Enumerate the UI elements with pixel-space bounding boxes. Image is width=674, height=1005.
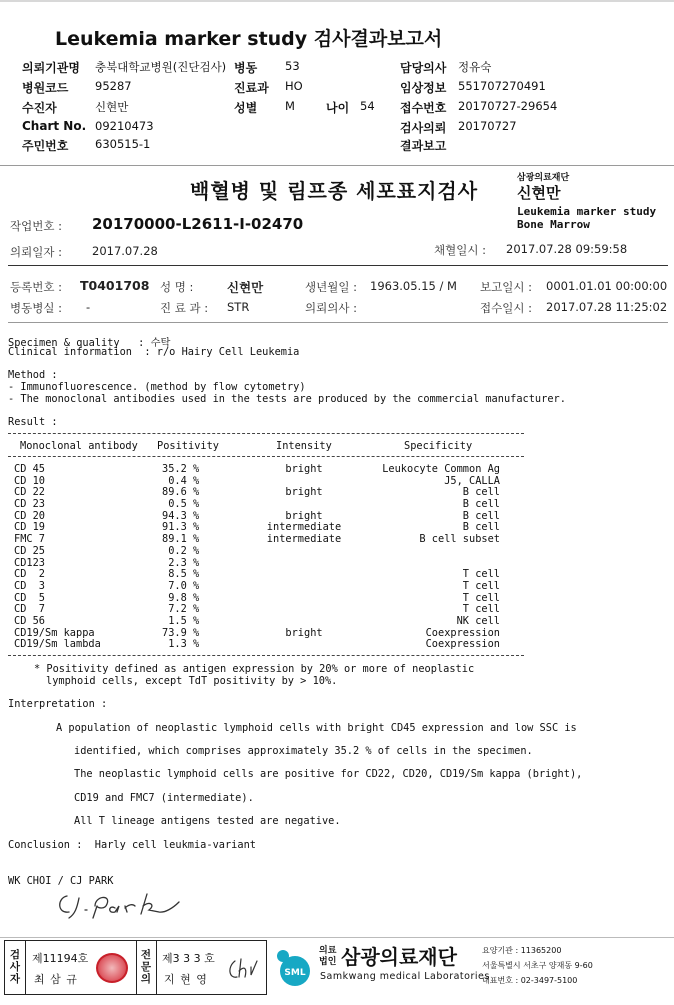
intensity-cell: [262, 546, 346, 558]
header-divider: [0, 165, 674, 166]
clinical-line: Clinical information : r/o Hairy Cell Leukemia: [8, 346, 300, 358]
result-title: Result :: [8, 416, 58, 428]
positivity-cell: 9.8 %: [162, 591, 200, 604]
physician-signature: [55, 888, 185, 920]
specialist-label: 전문의: [140, 949, 152, 985]
antibody-cell: CD 2: [14, 568, 45, 581]
org-small-label: 삼광의료재단: [517, 173, 570, 183]
name-label: 성 명 :: [160, 280, 194, 294]
field-label-result-report: 결과보고: [400, 139, 447, 153]
intensity-cell: [262, 581, 346, 593]
col-header-specificity: Specificity: [404, 440, 473, 452]
field-value-doctor: 정유숙: [458, 60, 492, 74]
field-label-sex: 성별: [234, 101, 258, 115]
field-label-patient: 수진자: [22, 101, 57, 115]
field-value-patient: 신현만: [95, 100, 129, 114]
field-label-department: 진료과: [234, 81, 269, 95]
signers-line: WK CHOI / CJ PARK: [8, 875, 114, 887]
antibody-cell: CD 25: [14, 544, 45, 557]
collect-value: 2017.07.28 09:59:58: [506, 242, 628, 256]
footnote-line-2: lymphoid cells, except TdT positivity by > 10%.: [46, 675, 338, 687]
method-title: Method :: [8, 369, 58, 381]
specialist-name: 지 현 영: [164, 973, 208, 986]
field-value-receipt-no: 20170727-29654: [458, 99, 558, 113]
field-label-ward: 병동: [234, 61, 258, 75]
antibody-cell: CD 56: [14, 614, 45, 627]
positivity-cell: 94.3 %: [162, 509, 200, 522]
reg-no-value: T0401708: [80, 278, 150, 293]
field-label-hospital-code: 병원코드: [22, 81, 69, 95]
table-rule-header: [8, 456, 524, 457]
lab-logo: [273, 941, 623, 995]
interpretation-line-2: identified, which comprises approximately 35.2 % of cells in the specimen.: [74, 745, 533, 757]
field-value-chart-no: 09210473: [95, 119, 154, 133]
work-no-value: 20170000-L2611-I-02470: [92, 215, 304, 233]
intensity-cell: bright: [285, 486, 323, 499]
positivity-cell: 8.5 %: [162, 568, 200, 581]
positivity-cell: 73.9 %: [162, 626, 200, 639]
col-header-antibody: Monoclonal antibody: [20, 440, 138, 452]
col-header-intensity: Intensity: [276, 440, 332, 452]
dob-value: 1963.05.15 / M: [370, 279, 457, 293]
antibody-cell: FMC 7: [14, 533, 45, 546]
logo-kind-2: 법인: [319, 957, 337, 967]
specimen-line: Specimen & quality : 수탁: [8, 337, 171, 349]
antibody-cell: CD 3: [14, 579, 45, 592]
specificity-cell: B cell subset: [419, 533, 500, 546]
receipt-time-label: 접수일시 :: [480, 301, 532, 315]
method-line-2: - The monoclonal antibodies used in the tests are produced by the commercial manufacturer.: [8, 393, 566, 405]
intensity-cell: [262, 569, 346, 581]
field-label-test-request: 검사의뢰: [400, 121, 447, 135]
positivity-cell: 1.5 %: [162, 614, 200, 627]
form-divider-top: [8, 265, 668, 266]
form-divider-bottom: [8, 322, 668, 323]
box-separator: [136, 941, 137, 994]
table-rule-top: [8, 433, 524, 434]
antibody-cell: CD 22: [14, 486, 45, 499]
intensity-cell: [262, 604, 346, 616]
name-value: 신현만: [227, 280, 264, 295]
field-value-hospital-code: 95287: [95, 79, 132, 93]
report-time-value: 0001.01.01 00:00:00: [546, 279, 668, 293]
logo-name: 삼광의료재단: [341, 945, 457, 969]
footnote-line-1: * Positivity defined as antigen expression by 20% or more of neoplastic: [34, 663, 475, 675]
table-rule-bottom: [8, 655, 524, 656]
logo-english-name: Samkwang medical Laboratories: [320, 971, 490, 982]
specificity-cell: T cell: [462, 568, 500, 581]
field-value-age: 54: [360, 99, 375, 113]
intensity-cell: [262, 616, 346, 628]
sml-logo-icon: [273, 947, 313, 987]
positivity-cell: 1.3 %: [162, 638, 200, 651]
intensity-cell: bright: [285, 626, 323, 639]
antibody-cell: CD 23: [14, 498, 45, 511]
intensity-cell: [262, 499, 346, 511]
positivity-cell: 2.3 %: [162, 556, 200, 569]
specificity-cell: Coexpression: [425, 626, 500, 639]
antibody-cell: CD 20: [14, 509, 45, 522]
field-value-sex: M: [285, 99, 295, 113]
lab-address: 서울특별시 서초구 양재동 9-60: [482, 961, 593, 970]
antibody-column: [14, 464, 101, 651]
specificity-cell: NK cell: [456, 614, 500, 627]
report-title: Leukemia marker study 검사결과보고서: [55, 28, 443, 50]
antibody-cell: CD 5: [14, 591, 45, 604]
examiner-name: 최 삼 규: [34, 973, 78, 986]
specialist-license-no: 제3 3 3 호: [162, 952, 215, 965]
positivity-cell: 0.2 %: [162, 544, 200, 557]
field-value-institution: 충북대학교병원(진단검사): [95, 60, 227, 74]
method-line-1: - Immunofluorescence. (method by flow cytometry): [8, 381, 306, 393]
request-date-label: 의뢰일자 :: [10, 245, 62, 259]
field-value-resident-no: 630515-1: [95, 137, 151, 151]
ward-label: 병동병실 :: [10, 301, 62, 315]
col-header-positivity: Positivity: [157, 440, 219, 452]
positivity-cell: 7.2 %: [162, 603, 200, 616]
positivity-cell: 35.2 %: [162, 463, 200, 475]
interpretation-title: Interpretation :: [8, 698, 108, 710]
antibody-cell: CD 45: [14, 463, 45, 475]
specificity-cell: B cell: [462, 486, 500, 499]
positivity-cell: 89.1 %: [162, 533, 200, 546]
specificity-cell: Coexpression: [425, 638, 500, 651]
examiner-license-no: 제11194호: [32, 952, 89, 965]
positivity-cell: 0.5 %: [162, 498, 200, 511]
request-date-value: 2017.07.28: [92, 244, 158, 258]
dob-label: 생년월일 :: [305, 280, 357, 294]
interpretation-line-3: The neoplastic lymphoid cells are positive for CD22, CD20, CD19/Sm kappa (bright),: [74, 768, 583, 780]
examiner-label: 검사자: [9, 949, 21, 985]
intensity-cell: [262, 639, 346, 651]
intensity-column: [262, 464, 346, 651]
field-label-resident-no: 주민번호: [22, 139, 69, 153]
field-label-age: 나이: [326, 101, 350, 115]
signature-box: [4, 940, 267, 995]
dept-value: STR: [227, 300, 250, 314]
reg-no-label: 등록번호 :: [10, 280, 62, 294]
antibody-cell: CD19/Sm lambda: [14, 638, 101, 651]
positivity-cell: 89.6 %: [162, 486, 200, 499]
specificity-cell: J5, CALLA: [444, 474, 500, 487]
specificity-cell: T cell: [462, 603, 500, 616]
institution-code: 요양기관 : 11365200: [482, 946, 562, 955]
intensity-cell: [262, 593, 346, 605]
work-no-label: 작업번호 :: [10, 219, 62, 233]
intensity-cell: bright: [285, 509, 323, 522]
conclusion-line: Conclusion : Harly cell leukmia-variant: [8, 839, 256, 851]
positivity-cell: 91.3 %: [162, 521, 200, 534]
specificity-cell: B cell: [462, 498, 500, 511]
form-title: 백혈병 및 림프종 세포표지검사: [190, 179, 479, 203]
field-value-test-request: 20170727: [458, 119, 517, 133]
specificity-cell: [372, 546, 500, 558]
collect-label: 채혈일시 :: [434, 243, 486, 257]
field-label-chart-no: Chart No.: [22, 119, 87, 133]
interpretation-line-5: All T lineage antigens tested are negative.: [74, 815, 341, 827]
positivity-cell: 7.0 %: [162, 579, 200, 592]
field-label-clinical-info: 임상정보: [400, 81, 447, 95]
specificity-cell: T cell: [462, 591, 500, 604]
intensity-cell: intermediate: [266, 533, 342, 546]
intensity-cell: intermediate: [266, 521, 342, 534]
study-name: Leukemia marker study: [517, 205, 657, 218]
specificity-column: [372, 464, 500, 651]
ward-value: -: [86, 300, 91, 314]
interpretation-line-1: A population of neoplastic lymphoid cells with bright CD45 expression and low SSC is: [56, 722, 577, 734]
specificity-cell: Leukocyte Common Ag: [382, 463, 500, 475]
positivity-cell: 0.4 %: [162, 474, 200, 487]
specialist-signature: [225, 953, 261, 985]
positivity-column: [162, 464, 199, 651]
field-value-department: HO: [285, 79, 303, 93]
official-seal: [96, 953, 128, 983]
req-doctor-label: 의뢰의사 :: [305, 301, 357, 315]
lab-phone: 대표번호 : 02-3497-5100: [482, 976, 578, 985]
antibody-cell: CD19/Sm kappa: [14, 626, 95, 639]
antibody-cell: CD 7: [14, 603, 45, 616]
field-label-receipt-no: 접수번호: [400, 101, 447, 115]
report-time-label: 보고일시 :: [480, 280, 532, 294]
org-patient-name: 신현만: [517, 184, 561, 202]
field-label-doctor: 담당의사: [400, 61, 447, 75]
box-separator: [25, 941, 26, 994]
specificity-cell: B cell: [462, 521, 500, 534]
intensity-cell: bright: [285, 463, 323, 475]
dept-label: 진 료 과 :: [160, 301, 209, 315]
antibody-cell: CD 19: [14, 521, 45, 534]
field-label-institution: 의뢰기관명: [22, 61, 80, 75]
sml-logo-text: SML: [284, 968, 306, 978]
field-value-clinical-info: 551707270491: [458, 79, 546, 93]
logo-kind-1: 의료: [319, 946, 337, 956]
report-header: [0, 0, 674, 165]
field-value-ward: 53: [285, 59, 300, 73]
antibody-cell: CD123: [14, 556, 45, 569]
intensity-cell: [262, 558, 346, 570]
box-separator: [156, 941, 157, 994]
footer-divider: [0, 937, 674, 938]
specimen-type: Bone Marrow: [517, 218, 590, 231]
receipt-time-value: 2017.07.28 11:25:02: [546, 300, 668, 314]
interpretation-line-4: CD19 and FMC7 (intermediate).: [74, 792, 254, 804]
antibody-cell: CD 10: [14, 474, 45, 487]
specificity-cell: B cell: [462, 509, 500, 522]
specificity-cell: T cell: [462, 579, 500, 592]
